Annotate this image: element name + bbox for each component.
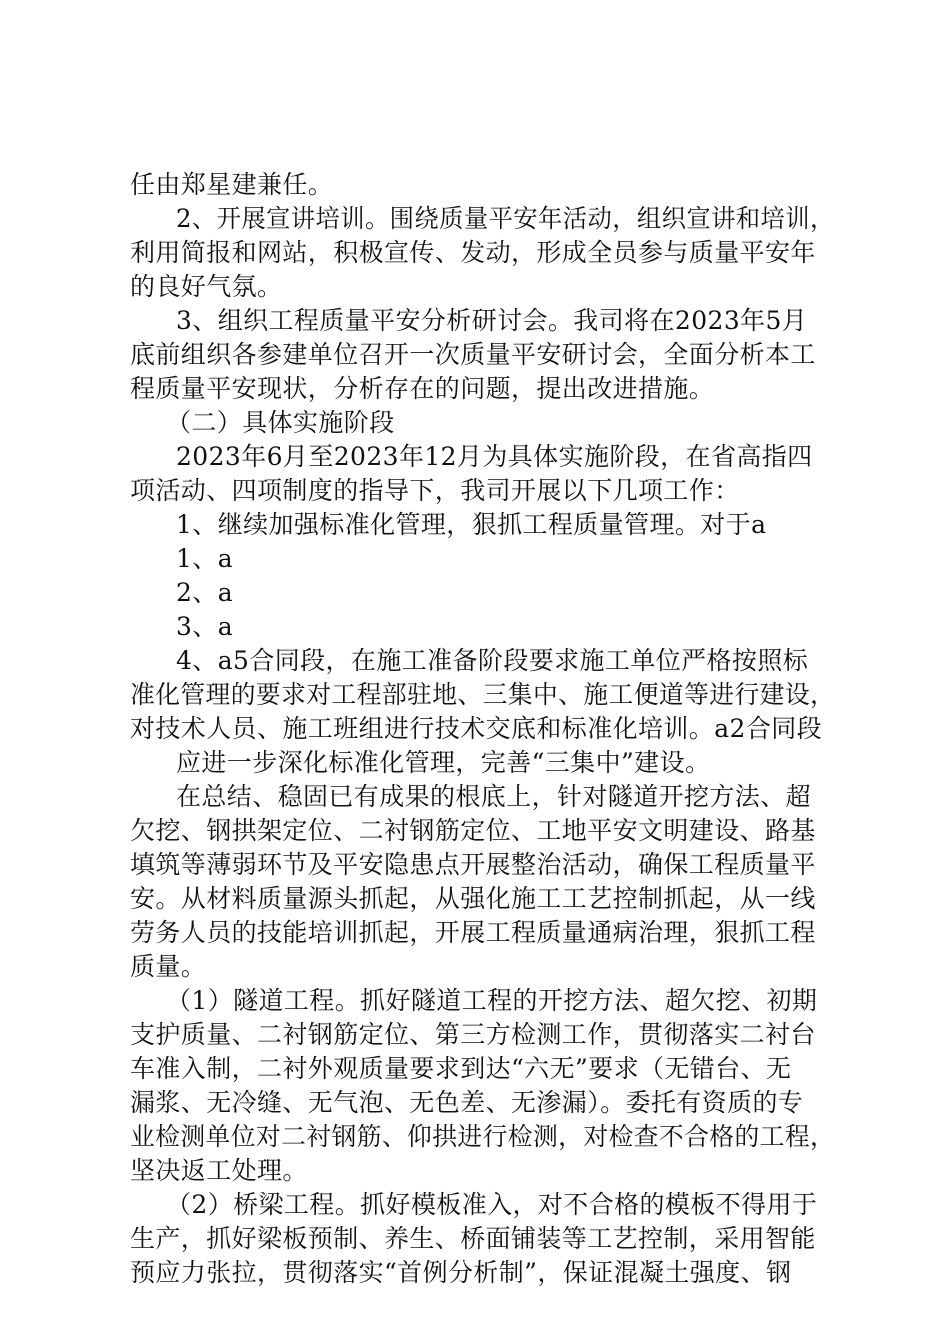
text-line: 劳务人员的技能培训抓起，开展工程质量通病治理，狠抓工程 (130, 918, 816, 947)
text-line: 2023年6月至2023年12月为具体实施阶段，在省高指四 (176, 442, 813, 471)
text-line: 对技术人员、施工班组进行技术交底和标准化培训。a2合同段 (130, 714, 823, 743)
text-line: 3、组织工程质量平安分析研讨会。我司将在2023年5月 (176, 306, 808, 335)
text-line: 1、a (176, 544, 234, 573)
text-line: 的良好气氛。 (130, 272, 283, 301)
text-line: 安。从材料质量源头抓起，从强化施工工艺控制抓起，从一线 (130, 884, 816, 913)
text-line: 利用简报和网站，积极宣传、发动，形成全员参与质量平安年 (130, 238, 816, 267)
text-line: 1、继续加强标准化管理，狠抓工程质量管理。对于a (176, 510, 767, 539)
text-line: 车准入制，二衬外观质量要求到达“六无”要求（无错台、无 (130, 1054, 792, 1083)
text-line: 任由郑星建兼任。 (130, 170, 334, 199)
text-line: 支护质量、二衬钢筋定位、第三方检测工作，贯彻落实二衬台 (130, 1020, 816, 1049)
text-line: 2、a (176, 578, 234, 607)
text-line: 4、a5合同段，在施工准备阶段要求施工单位严格按照标 (176, 646, 809, 675)
text-line: 生产，抓好梁板预制、养生、桥面铺装等工艺控制，采用智能 (130, 1224, 816, 1253)
text-line: 坚决返工处理。 (130, 1156, 308, 1185)
text-line: 应进一步深化标准化管理，完善“三集中”建设。 (176, 748, 711, 777)
text-line: 程质量平安现状，分析存在的问题，提出改进措施。 (130, 374, 715, 403)
text-line: 漏浆、无冷缝、无气泡、无色差、无渗漏）。委托有资质的专 (130, 1088, 804, 1117)
text-line: （1）隧道工程。抓好隧道工程的开挖方法、超欠挖、初期 (166, 986, 818, 1015)
text-line: 底前组织各参建单位召开一次质量平安研讨会，全面分析本工 (130, 340, 816, 369)
section-heading: （二）具体实施阶段 (166, 408, 395, 437)
text-line: 3、a (176, 612, 234, 641)
text-line: 在总结、稳固已有成果的根底上，针对隧道开挖方法、超 (176, 782, 812, 811)
text-line: 2、开展宣讲培训。围绕质量平安年活动，组织宣讲和培训， (176, 204, 835, 233)
text-line: 质量。 (130, 952, 207, 981)
text-line: （2）桥梁工程。抓好模板准入，对不合格的模板不得用于 (166, 1190, 818, 1219)
text-line: 预应力张拉，贯彻落实“首例分析制”，保证混凝土强度、钢 (130, 1258, 792, 1287)
text-line: 欠挖、钢拱架定位、二衬钢筋定位、工地平安文明建设、路基 (130, 816, 816, 845)
text-line: 准化管理的要求对工程部驻地、三集中、施工便道等进行建设， (130, 680, 836, 709)
text-line: 业检测单位对二衬钢筋、仰拱进行检测，对检查不合格的工程， (130, 1122, 836, 1151)
text-line: 项活动、四项制度的指导下，我司开展以下几项工作： (130, 476, 740, 505)
text-line: 填筑等薄弱环节及平安隐患点开展整治活动，确保工程质量平 (130, 850, 816, 879)
